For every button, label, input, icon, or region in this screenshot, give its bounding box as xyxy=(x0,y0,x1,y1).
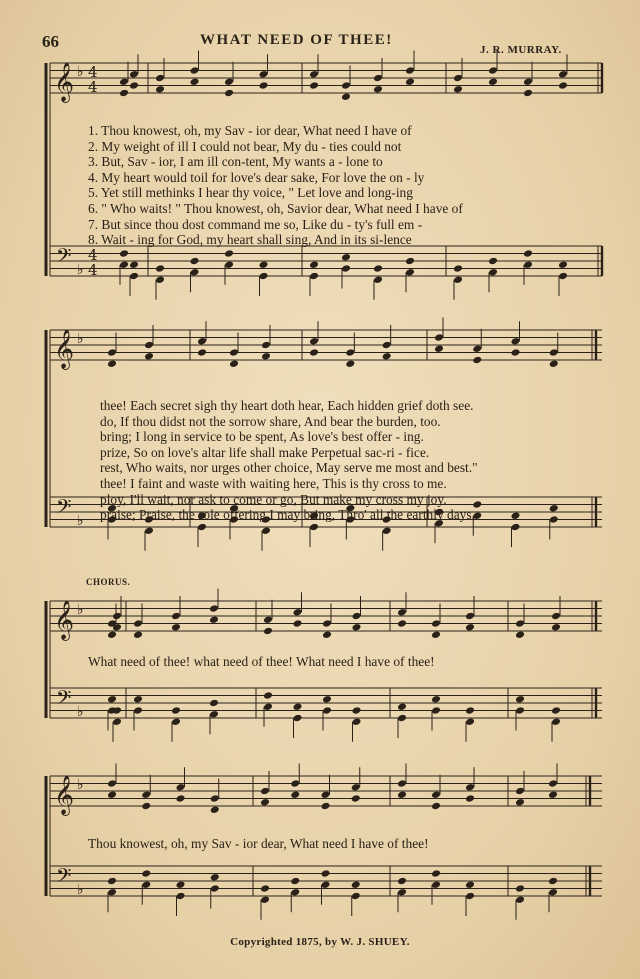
note-head xyxy=(129,81,139,90)
note-head xyxy=(465,612,475,621)
chorus-lyrics-line-2: Thou knowest, oh, my Sav - ior dear, What need I have of thee! xyxy=(88,836,429,851)
note-head xyxy=(197,348,207,357)
note-head xyxy=(431,880,441,889)
chorus-label: CHORUS. xyxy=(86,577,131,587)
note-head xyxy=(551,623,561,632)
treble-clef-icon: 𝄞 xyxy=(54,329,75,369)
verse-block-1 xyxy=(88,123,608,248)
note-head xyxy=(341,92,351,101)
note-head xyxy=(352,623,362,632)
note-head xyxy=(352,717,362,726)
verse-line: 1. Thou knowest, oh, my Sav - ior dear, What need I have of xyxy=(88,123,412,138)
note-head xyxy=(515,706,525,715)
note-head xyxy=(107,779,117,788)
note-head xyxy=(155,85,165,94)
verse-line: 5. Yet still methinks I hear thy voice, " Let love and long-ing xyxy=(88,185,413,201)
note-head xyxy=(259,272,269,281)
note-head xyxy=(112,612,122,621)
note-head xyxy=(190,257,200,266)
note-head xyxy=(511,348,521,357)
flat-icon: ♭ xyxy=(77,513,84,529)
song-title: WHAT NEED OF THEE! xyxy=(200,32,393,48)
note-head xyxy=(263,702,273,711)
note-head xyxy=(171,706,181,715)
note-head xyxy=(488,257,498,266)
note-head xyxy=(209,699,219,708)
note-head xyxy=(290,790,300,799)
note-head xyxy=(548,790,558,799)
note-head xyxy=(144,341,154,350)
note-head xyxy=(107,359,117,368)
note-head xyxy=(373,85,383,94)
note-head xyxy=(224,89,234,98)
verse-line: 6. " Who waits! " Thou knowest, oh, Savior dear, What need I have of xyxy=(88,200,463,216)
note-head xyxy=(144,352,154,361)
note-head xyxy=(190,66,200,75)
note-head xyxy=(515,695,525,704)
note-head xyxy=(548,888,558,897)
note-head xyxy=(224,249,234,258)
note-head xyxy=(171,623,181,632)
flat-icon: ♭ xyxy=(77,704,84,720)
verse-line: 7. But since thou dost command me so, Like du - ty's full em - xyxy=(88,216,423,232)
verse-line: 4. My heart would toil for love's dear sake, For love the on - ly xyxy=(88,169,425,185)
note-head xyxy=(341,253,351,262)
note-head xyxy=(107,348,117,357)
note-head xyxy=(465,783,475,792)
chorus-lyrics-line-1: What need of thee! what need of thee! What need I have of thee! xyxy=(88,654,435,669)
note-head xyxy=(397,608,407,617)
flat-icon: ♭ xyxy=(77,331,84,347)
note-head xyxy=(515,630,525,639)
note-head xyxy=(260,798,270,807)
verse-line: 2. My weight of ill I could not bear, My du - ties could not xyxy=(88,138,402,154)
note-head xyxy=(263,615,273,624)
note-head xyxy=(465,794,475,803)
note-head xyxy=(352,612,362,621)
note-head xyxy=(210,805,220,814)
note-head xyxy=(293,702,303,711)
bass-clef-icon: 𝄢 xyxy=(56,244,72,272)
note-head xyxy=(549,348,559,357)
note-head xyxy=(190,77,200,86)
note-head xyxy=(434,333,444,342)
note-head xyxy=(465,706,475,715)
verse-line: do, If thou didst not the sorrow share, And bear the burden, too. xyxy=(100,413,441,429)
flat-icon: ♭ xyxy=(77,64,84,80)
note-head xyxy=(548,779,558,788)
note-head xyxy=(373,264,383,273)
note-head xyxy=(210,884,220,893)
note-head xyxy=(260,884,270,893)
note-head xyxy=(107,790,117,799)
note-head xyxy=(309,348,319,357)
note-head xyxy=(119,89,129,98)
note-head xyxy=(293,619,303,628)
note-head xyxy=(453,85,463,94)
note-head xyxy=(290,779,300,788)
note-head xyxy=(144,526,154,535)
note-head xyxy=(515,884,525,893)
note-head xyxy=(290,877,300,886)
note-head xyxy=(397,790,407,799)
note-head xyxy=(382,341,392,350)
note-head xyxy=(382,526,392,535)
time-signature-top: 4 xyxy=(88,63,98,81)
verse-line: 8. Wait - ing for God, my heart shall sing, And in its si-lence xyxy=(88,232,412,248)
note-head xyxy=(133,630,143,639)
note-head xyxy=(548,877,558,886)
note-head xyxy=(107,888,117,897)
note-head xyxy=(176,783,186,792)
note-head xyxy=(133,695,143,704)
time-signature-bottom: 4 xyxy=(88,261,98,279)
note-head xyxy=(405,77,415,86)
note-head xyxy=(397,702,407,711)
note-head xyxy=(351,892,361,901)
note-head xyxy=(171,717,181,726)
verse-line: ploy, I'll wait, nor ask to come or go, But make my cross my joy. xyxy=(100,491,447,507)
note-head xyxy=(229,348,239,357)
note-head xyxy=(141,880,151,889)
note-head xyxy=(472,356,482,365)
note-head xyxy=(119,249,129,258)
note-head xyxy=(290,888,300,897)
note-head xyxy=(261,341,271,350)
note-head xyxy=(465,717,475,726)
note-head xyxy=(523,249,533,258)
note-head xyxy=(549,359,559,368)
note-head xyxy=(351,880,361,889)
note-head xyxy=(260,895,270,904)
note-head xyxy=(405,268,415,277)
verse-line: 3. But, Sav - ior, I am ill con-tent, My wants a - lone to xyxy=(88,154,383,170)
note-head xyxy=(431,790,441,799)
note-head xyxy=(112,717,122,726)
note-head xyxy=(465,892,475,901)
page-number: 66 xyxy=(42,32,59,51)
note-head xyxy=(133,619,143,628)
note-head xyxy=(321,802,331,811)
note-head xyxy=(309,337,319,346)
note-head xyxy=(405,66,415,75)
note-head xyxy=(434,344,444,353)
note-head xyxy=(322,619,332,628)
time-signature-bottom: 4 xyxy=(88,78,98,96)
verse-line: praise; Praise, the sole offering I may bring, Thro' all the earthly days. xyxy=(100,507,475,523)
note-head xyxy=(352,706,362,715)
note-head xyxy=(558,70,568,79)
note-head xyxy=(453,275,463,284)
note-head xyxy=(345,359,355,368)
note-head xyxy=(309,523,319,532)
note-head xyxy=(345,348,355,357)
note-head xyxy=(141,869,151,878)
note-head xyxy=(382,352,392,361)
note-head xyxy=(431,630,441,639)
note-head xyxy=(431,802,441,811)
note-head xyxy=(129,272,139,281)
note-head xyxy=(397,877,407,886)
bass-clef-icon: 𝄢 xyxy=(56,686,72,714)
note-head xyxy=(210,873,220,882)
note-head xyxy=(453,264,463,273)
note-head xyxy=(176,794,186,803)
note-head xyxy=(321,880,331,889)
note-head xyxy=(309,272,319,281)
note-head xyxy=(488,77,498,86)
verse-line: thee! I faint and waste with waiting here, This is thy cross to me. xyxy=(100,475,447,491)
note-head xyxy=(210,794,220,803)
composer-credit: J. R. MURRAY. xyxy=(480,44,562,56)
treble-clef-icon: 𝄞 xyxy=(54,62,75,102)
note-head xyxy=(341,81,351,90)
note-head xyxy=(107,695,117,704)
note-head xyxy=(373,275,383,284)
note-head xyxy=(176,892,186,901)
treble-clef-icon: 𝄞 xyxy=(54,775,75,815)
note-head xyxy=(309,260,319,269)
note-head xyxy=(197,337,207,346)
note-head xyxy=(171,612,181,621)
note-head xyxy=(224,260,234,269)
note-head xyxy=(511,337,521,346)
note-head xyxy=(397,619,407,628)
note-head xyxy=(551,706,561,715)
flat-icon: ♭ xyxy=(77,262,84,278)
note-head xyxy=(133,706,143,715)
note-head xyxy=(321,790,331,799)
note-head xyxy=(190,268,200,277)
note-head xyxy=(176,880,186,889)
note-head xyxy=(488,268,498,277)
note-head xyxy=(515,619,525,628)
note-head xyxy=(209,604,219,613)
note-head xyxy=(523,260,533,269)
note-head xyxy=(397,714,407,723)
note-head xyxy=(515,895,525,904)
note-head xyxy=(453,74,463,83)
note-head xyxy=(551,717,561,726)
note-head xyxy=(351,783,361,792)
note-head xyxy=(465,623,475,632)
note-head xyxy=(260,787,270,796)
note-head xyxy=(551,612,561,621)
note-head xyxy=(309,70,319,79)
flat-icon: ♭ xyxy=(77,882,84,898)
note-head xyxy=(431,706,441,715)
note-head xyxy=(373,74,383,83)
flat-icon: ♭ xyxy=(77,777,84,793)
note-head xyxy=(351,794,361,803)
note-head xyxy=(558,272,568,281)
note-head xyxy=(259,81,269,90)
note-head xyxy=(431,695,441,704)
bass-clef-icon: 𝄢 xyxy=(56,864,72,892)
note-head xyxy=(322,706,332,715)
note-head xyxy=(259,260,269,269)
verse-line: bring; I long in service to be spent, As love's best offer - ing. xyxy=(100,429,424,445)
note-head xyxy=(472,344,482,353)
note-head xyxy=(515,798,525,807)
note-head xyxy=(141,790,151,799)
note-head xyxy=(431,869,441,878)
note-head xyxy=(293,608,303,617)
note-head xyxy=(155,275,165,284)
verse-line: thee! Each secret sigh thy heart doth hear, Each hidden grief doth see. xyxy=(100,398,474,413)
note-head xyxy=(309,81,319,90)
note-head xyxy=(229,359,239,368)
bass-clef-icon: 𝄢 xyxy=(56,495,72,523)
note-head xyxy=(141,802,151,811)
note-head xyxy=(558,81,568,90)
note-head xyxy=(197,523,207,532)
note-head xyxy=(261,526,271,535)
note-head xyxy=(397,888,407,897)
note-head xyxy=(129,260,139,269)
note-head xyxy=(511,523,521,532)
flat-icon: ♭ xyxy=(77,602,84,618)
verse-block-2 xyxy=(100,398,610,523)
note-head xyxy=(465,880,475,889)
note-head xyxy=(155,74,165,83)
note-head xyxy=(107,877,117,886)
note-head xyxy=(263,691,273,700)
note-head xyxy=(119,260,129,269)
note-head xyxy=(119,77,129,86)
note-head xyxy=(209,615,219,624)
verse-line: rest, Who waits, nor urges other choice, May serve me most and best." xyxy=(100,460,478,476)
note-head xyxy=(397,779,407,788)
note-head xyxy=(322,695,332,704)
verse-line: prize, So on love's altar life shall make Perpetual sac-ri - fice. xyxy=(100,444,430,460)
note-head xyxy=(224,77,234,86)
time-signature-top: 4 xyxy=(88,246,98,264)
copyright-notice: Copyrighted 1875, by W. J. SHUEY. xyxy=(230,936,410,948)
note-head xyxy=(209,710,219,719)
note-head xyxy=(129,70,139,79)
note-head xyxy=(259,70,269,79)
note-head xyxy=(523,89,533,98)
note-head xyxy=(431,619,441,628)
note-head xyxy=(515,787,525,796)
note-head xyxy=(322,630,332,639)
note-head xyxy=(558,260,568,269)
note-head xyxy=(523,77,533,86)
note-head xyxy=(261,352,271,361)
note-head xyxy=(263,627,273,636)
note-head xyxy=(341,264,351,273)
note-head xyxy=(321,869,331,878)
note-head xyxy=(405,257,415,266)
note-head xyxy=(293,714,303,723)
note-head xyxy=(488,66,498,75)
treble-clef-icon: 𝄞 xyxy=(54,600,75,640)
note-head xyxy=(107,630,117,639)
note-head xyxy=(155,264,165,273)
